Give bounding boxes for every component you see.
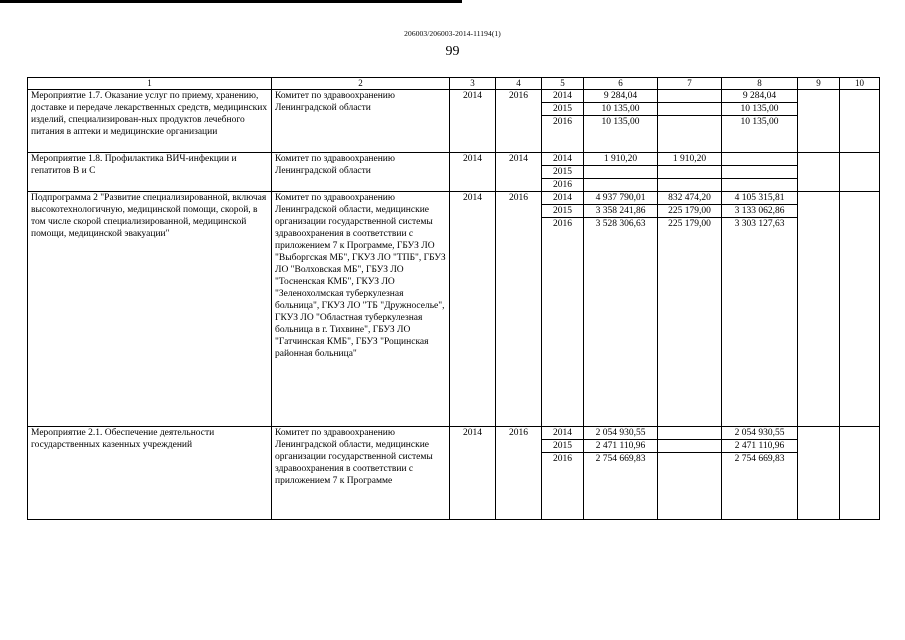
- end-year: 2016: [496, 90, 542, 153]
- total-cell: 3 528 306,63: [584, 218, 658, 427]
- col7-cell: [658, 453, 722, 520]
- measure-name: Мероприятие 2.1. Обеспечение деятельности государственных казенных учреждений: [28, 427, 272, 520]
- col-header-3: 3: [450, 78, 496, 90]
- total-cell: 10 135,00: [584, 116, 658, 153]
- top-rule: [0, 0, 462, 3]
- col10-cell: [840, 90, 880, 153]
- col8-cell: 2 054 930,55: [722, 427, 798, 440]
- end-year: 2016: [496, 192, 542, 427]
- document-code: 206003/206003-2014-11194(1): [404, 29, 501, 38]
- col-header-5: 5: [542, 78, 584, 90]
- col-header-6: 6: [584, 78, 658, 90]
- col8-cell: [722, 166, 798, 179]
- col7-cell: [658, 103, 722, 116]
- col8-cell: 10 135,00: [722, 103, 798, 116]
- measure-executor: Комитет по здравоохранению Ленинградской области, медицинские организации государственной системы здравоохранения в соответствии с приложением 7 к Программе: [272, 427, 450, 520]
- col8-cell: 9 284,04: [722, 90, 798, 103]
- col7-cell: [658, 179, 722, 192]
- col9-cell: [798, 153, 840, 192]
- total-cell: [584, 166, 658, 179]
- end-year: 2014: [496, 153, 542, 192]
- col7-cell: [658, 116, 722, 153]
- end-year: 2016: [496, 427, 542, 520]
- col-header-8: 8: [722, 78, 798, 90]
- col8-cell: 10 135,00: [722, 116, 798, 153]
- year-cell: 2016: [542, 218, 584, 427]
- col8-cell: [722, 153, 798, 166]
- col9-cell: [798, 192, 840, 427]
- start-year: 2014: [450, 153, 496, 192]
- table-row: [28, 90, 880, 103]
- col8-cell: [722, 179, 798, 192]
- program-table: [27, 77, 880, 520]
- total-cell: 4 937 790,01: [584, 192, 658, 205]
- measure-executor: Комитет по здравоохранению Ленинградской области: [272, 153, 450, 192]
- col-header-2: 2: [272, 78, 450, 90]
- year-cell: 2016: [542, 453, 584, 520]
- col8-cell: 3 303 127,63: [722, 218, 798, 427]
- col-header-9: 9: [798, 78, 840, 90]
- start-year: 2014: [450, 192, 496, 427]
- col8-cell: 3 133 062,86: [722, 205, 798, 218]
- col7-cell: 225 179,00: [658, 205, 722, 218]
- table-row: [28, 192, 880, 205]
- total-cell: 9 284,04: [584, 90, 658, 103]
- year-cell: 2015: [542, 103, 584, 116]
- start-year: 2014: [450, 90, 496, 153]
- total-cell: [584, 179, 658, 192]
- year-cell: 2015: [542, 440, 584, 453]
- measure-name: Мероприятие 1.8. Профилактика ВИЧ-инфекции и гепатитов В и С: [28, 153, 272, 192]
- header-row: [28, 78, 880, 90]
- col7-cell: 832 474,20: [658, 192, 722, 205]
- year-cell: 2015: [542, 166, 584, 179]
- subprogram-executor: Комитет по здравоохранению Ленинградской области, медицинские организации государственной системы здравоохранения в соответствии с приложением 7 к Программе, ГБУЗ ЛО "Выборгская МБ", ГКУЗ ЛО "ТПБ", ГБУЗ ЛО "Волховская МБ", ГБУЗ ЛО "Тосненская КМБ", ГКУЗ ЛО "Зеленохолмская туберкулезная больница", ГКУЗ ЛО "ТБ "Дружноселье", ГКУЗ ЛО "Областная туберкулезная больница в г. Тихвине", ГБУЗ ЛО "Гатчинская КМБ", ГБУЗ "Рощинская районная больница": [272, 192, 450, 427]
- col10-cell: [840, 192, 880, 427]
- col7-cell: [658, 90, 722, 103]
- year-cell: 2015: [542, 205, 584, 218]
- col7-cell: [658, 440, 722, 453]
- year-cell: 2016: [542, 116, 584, 153]
- year-cell: 2016: [542, 179, 584, 192]
- subprogram-name: Подпрограмма 2 "Развитие специализированной, включая высокотехнологичную, медицинской помощи, скорой, в том числе скорой специализированной, медицинской помощи, медицинской эвакуации": [28, 192, 272, 427]
- col7-cell: 225 179,00: [658, 218, 722, 427]
- col-header-1: 1: [28, 78, 272, 90]
- col7-cell: [658, 166, 722, 179]
- total-cell: 2 754 669,83: [584, 453, 658, 520]
- col7-cell: [658, 427, 722, 440]
- page-number: 99: [445, 44, 460, 59]
- total-cell: 2 471 110,96: [584, 440, 658, 453]
- table-row: [28, 427, 880, 440]
- col-header-4: 4: [496, 78, 542, 90]
- col-header-7: 7: [658, 78, 722, 90]
- col7-cell: 1 910,20: [658, 153, 722, 166]
- col9-cell: [798, 90, 840, 153]
- col9-cell: [798, 427, 840, 520]
- table-row: [28, 153, 880, 166]
- year-cell: 2014: [542, 192, 584, 205]
- col-header-10: 10: [840, 78, 880, 90]
- total-cell: 10 135,00: [584, 103, 658, 116]
- year-cell: 2014: [542, 153, 584, 166]
- col10-cell: [840, 153, 880, 192]
- start-year: 2014: [450, 427, 496, 520]
- total-cell: 2 054 930,55: [584, 427, 658, 440]
- col8-cell: 2 754 669,83: [722, 453, 798, 520]
- col8-cell: 2 471 110,96: [722, 440, 798, 453]
- year-cell: 2014: [542, 427, 584, 440]
- measure-executor: Комитет по здравоохранению Ленинградской области: [272, 90, 450, 153]
- col10-cell: [840, 427, 880, 520]
- col8-cell: 4 105 315,81: [722, 192, 798, 205]
- measure-name: Мероприятие 1.7. Оказание услуг по приему, хранению, доставке и передаче лекарственных средств, медицинских изделий, специализирован-ных продуктов лечебного питания в аптеки и медицинские организации: [28, 90, 272, 153]
- year-cell: 2014: [542, 90, 584, 103]
- total-cell: 3 358 241,86: [584, 205, 658, 218]
- total-cell: 1 910,20: [584, 153, 658, 166]
